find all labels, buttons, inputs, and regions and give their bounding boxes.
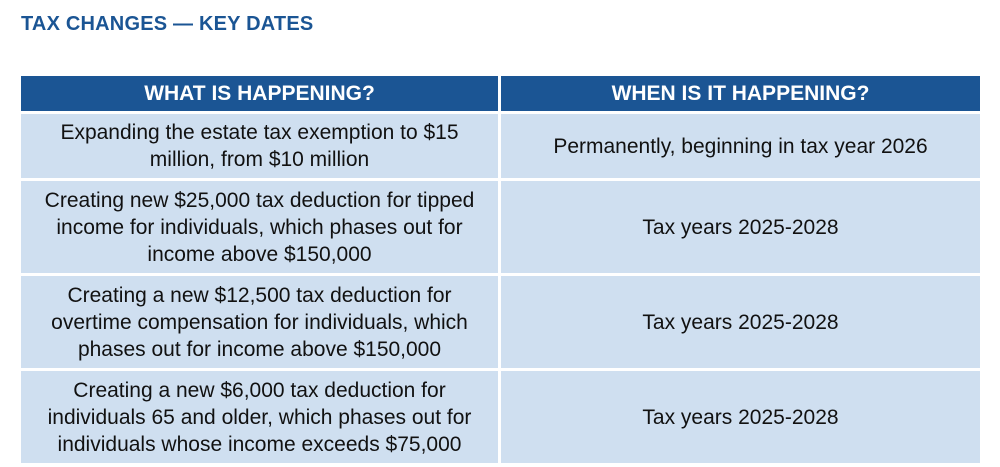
cell-what: Creating a new $12,500 tax deduction for overtime compensation for individuals, which phases out for income above $150,000 bbox=[21, 276, 498, 368]
page-title: TAX CHANGES — KEY DATES bbox=[21, 13, 314, 35]
column-header-what: WHAT IS HAPPENING? bbox=[21, 76, 498, 111]
cell-what: Creating new $25,000 tax deduction for tipped income for individuals, which phases out for income above $150,000 bbox=[21, 181, 498, 273]
table-row bbox=[21, 114, 980, 178]
cell-when: Tax years 2025-2028 bbox=[501, 276, 980, 368]
table-header-row bbox=[21, 76, 980, 111]
cell-what: Expanding the estate tax exemption to $15 million, from $10 million bbox=[21, 114, 498, 178]
table-row bbox=[21, 371, 980, 463]
cell-what: Creating a new $6,000 tax deduction for individuals 65 and older, which phases out for individuals whose income exceeds $75,000 bbox=[21, 371, 498, 463]
table-row bbox=[21, 276, 980, 368]
tax-changes-table bbox=[18, 73, 983, 466]
column-header-when: WHEN IS IT HAPPENING? bbox=[501, 76, 980, 111]
cell-when: Permanently, beginning in tax year 2026 bbox=[501, 114, 980, 178]
table-row bbox=[21, 181, 980, 273]
cell-when: Tax years 2025-2028 bbox=[501, 181, 980, 273]
cell-when: Tax years 2025-2028 bbox=[501, 371, 980, 463]
